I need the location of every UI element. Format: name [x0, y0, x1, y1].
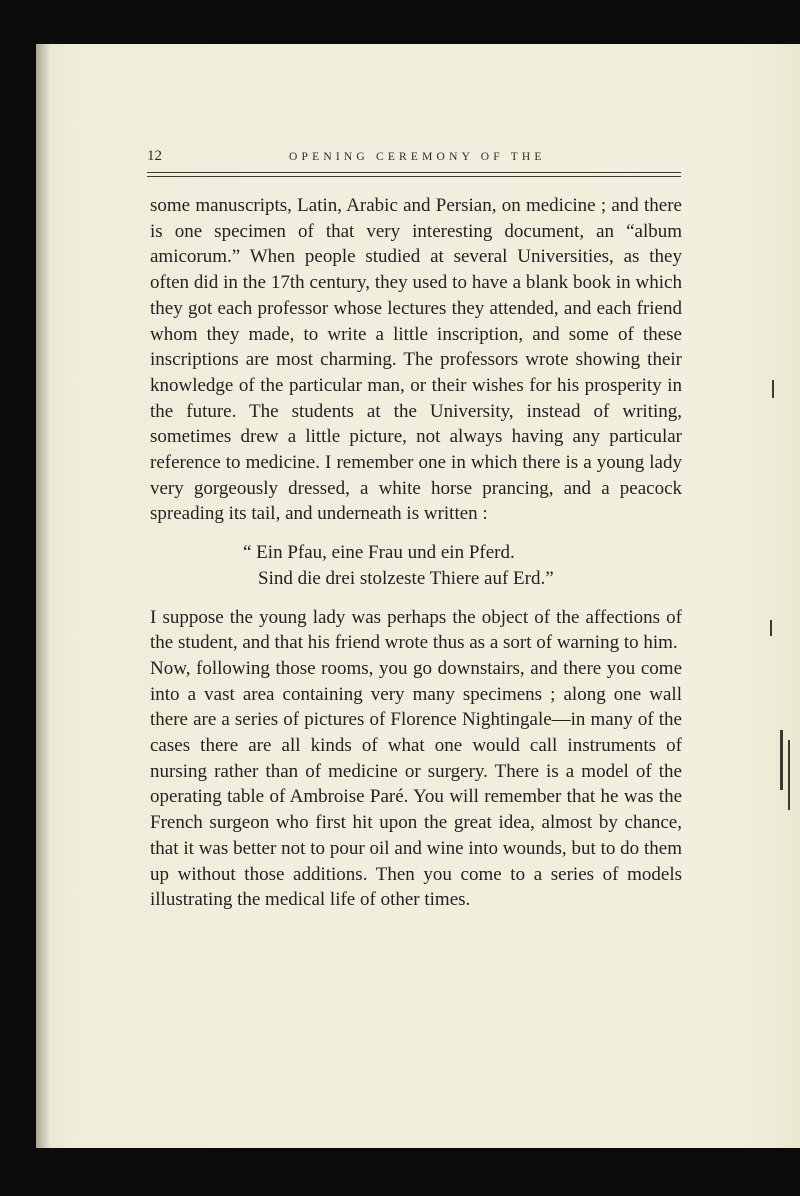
verse-line: “ Ein Pfau, eine Frau und ein Pferd.: [243, 542, 515, 564]
paragraph: Now, following those rooms, you go downstairs, and there you come into a vast area containing very many specimens ; along one wall there are a series of pictures of Florence Nightingale—in many of the cases there are all kinds of what one would call instruments of nursing rather than of medicine or surgery. There is a model of the operating table of Ambroise Paré. You will remember that he was the French surgeon who first hit upon the great idea, almost by chance, that it was better not to pour oil and wine into wounds, but to do them up without those additions. Then you come to a series of models illustrating the medical life of other times.: [150, 657, 682, 911]
edge-mark: [772, 380, 774, 398]
header-rule-top: [147, 172, 681, 173]
verse-quotation: [150, 540, 682, 591]
body-text: [150, 193, 682, 913]
gutter-shadow: [36, 44, 50, 1148]
running-head-title: OPENING CEREMONY OF THE: [289, 151, 546, 163]
edge-mark: [770, 620, 772, 636]
paragraph: some manuscripts, Latin, Arabic and Persian, on medicine ; and there is one specimen of that very interesting document, an “album amicorum.” When people studied at several Universities, as they often did in the 17th century, they used to have a blank book in which they got each professor whose lectures they attended, and each friend whom they made, to write a little inscription, and some of these inscriptions are most charming. The professors wrote showing their knowledge of the particular man, or their wishes for his prosperity in the future. The students at the University, instead of writing, sometimes drew a little picture, not always having any particular reference to medicine. I remember one in which there is a young lady very gorgeously dressed, a white horse prancing, and a peacock spreading its tail, and underneath is written :: [150, 195, 682, 525]
edge-mark: [780, 730, 783, 790]
edge-mark: [788, 740, 790, 810]
verse-line: Sind die drei stolzeste Thiere auf Erd.”: [258, 567, 554, 589]
running-head: [147, 148, 681, 168]
header-rule-bottom: [147, 176, 681, 177]
paragraph: I suppose the young lady was perhaps the object of the affections of the student, and that his friend wrote thus as a sort of warning to him.: [150, 606, 682, 654]
page-number: 12: [147, 148, 162, 164]
page-edge-marks: [758, 360, 800, 830]
